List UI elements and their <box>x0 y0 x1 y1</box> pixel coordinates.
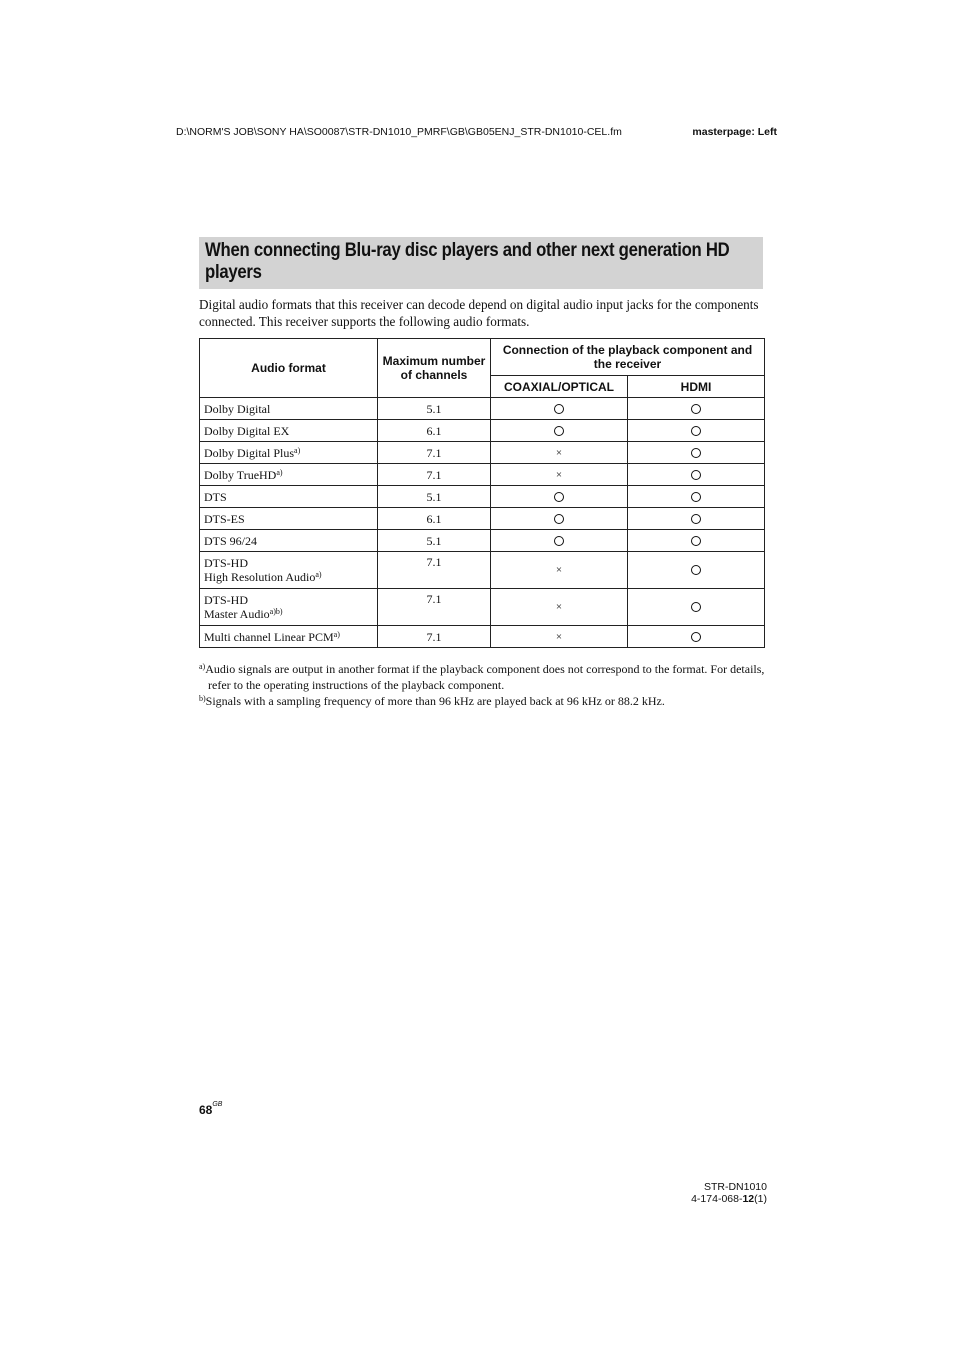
table-row <box>200 464 765 486</box>
hdmi-support-cell <box>628 486 765 508</box>
not-supported-mark: × <box>555 630 563 643</box>
supported-circle-icon <box>691 404 701 414</box>
table-row <box>200 552 765 589</box>
format-footnote-ref: a) <box>315 570 322 579</box>
footnote-text: Audio signals are output in another format if the playback component does not correspond to the format. For details, refer to the operating instructions of the playback component. <box>205 662 765 692</box>
supported-circle-icon <box>691 448 701 458</box>
not-supported-mark: × <box>555 468 563 481</box>
page-number-value: 68 <box>199 1103 213 1117</box>
header-connection: Connection of the playback component and the receiver <box>491 339 765 376</box>
supported-circle-icon <box>691 514 701 524</box>
not-supported-mark: × <box>555 564 563 576</box>
format-cell <box>200 508 378 530</box>
supported-circle-icon <box>691 632 701 642</box>
supported-circle-icon <box>554 514 564 524</box>
hdmi-support-cell <box>628 420 765 442</box>
format-cell <box>200 486 378 508</box>
intro-paragraph: Digital audio formats that this receiver can decode depend on digital audio input jacks for the components connected. This receiver supports the following audio formats. <box>199 297 759 329</box>
coaxial-support-cell <box>491 626 628 648</box>
format-footnote-ref: a) <box>294 445 301 455</box>
header-coaxial-optical: COAXIAL/OPTICAL <box>491 376 628 398</box>
hdmi-support-cell <box>628 442 765 464</box>
channels-cell: 7.1 <box>378 626 491 648</box>
table-row <box>200 530 765 552</box>
format-name: DTS 96/24 <box>204 533 258 548</box>
table-row <box>200 626 765 648</box>
format-line1: DTS-HD <box>204 593 248 607</box>
supported-circle-icon <box>691 470 701 480</box>
code-prefix: 4-174-068- <box>691 1193 743 1205</box>
coaxial-support-cell <box>491 589 628 626</box>
supported-circle-icon <box>691 492 701 502</box>
channels-cell: 5.1 <box>378 398 491 420</box>
format-cell <box>200 626 378 648</box>
table-row <box>200 486 765 508</box>
table-row <box>200 398 765 420</box>
hdmi-support-cell <box>628 589 765 626</box>
supported-circle-icon <box>554 404 564 414</box>
coaxial-support-cell <box>491 420 628 442</box>
table-row <box>200 589 765 626</box>
format-cell <box>200 398 378 420</box>
coaxial-support-cell <box>491 486 628 508</box>
footnote-b <box>199 693 765 709</box>
format-name: DTS-ES <box>204 511 245 526</box>
model-info <box>691 1181 767 1205</box>
code-bold: 12 <box>742 1193 755 1205</box>
supported-circle-icon <box>691 426 701 436</box>
supported-circle-icon <box>554 492 564 502</box>
not-supported-mark: × <box>555 601 563 613</box>
supported-circle-icon <box>691 565 701 575</box>
channels-cell: 7.1 <box>378 442 491 464</box>
format-cell <box>200 589 378 626</box>
channels-cell: 7.1 <box>378 552 491 589</box>
document-code <box>691 1193 767 1205</box>
format-cell <box>200 420 378 442</box>
channels-cell: 6.1 <box>378 508 491 530</box>
footnote-a <box>199 661 765 693</box>
hdmi-support-cell <box>628 464 765 486</box>
table-row <box>200 508 765 530</box>
hdmi-support-cell <box>628 398 765 420</box>
format-cell <box>200 442 378 464</box>
channels-cell: 7.1 <box>378 589 491 626</box>
format-name: DTS <box>204 489 227 504</box>
channels-cell: 7.1 <box>378 464 491 486</box>
coaxial-support-cell <box>491 398 628 420</box>
channels-cell: 6.1 <box>378 420 491 442</box>
header-hdmi: HDMI <box>628 376 765 398</box>
channels-cell: 5.1 <box>378 486 491 508</box>
page-number-suffix: GB <box>212 1101 223 1108</box>
channels-cell: 5.1 <box>378 530 491 552</box>
footnotes <box>199 661 765 709</box>
format-name: Multi channel Linear PCM <box>204 629 334 644</box>
footnote-text: Signals with a sampling frequency of more than 96 kHz are played back at 96 kHz or 88.2 kHz. <box>205 694 665 708</box>
audio-format-table <box>199 338 765 648</box>
format-name: Dolby Digital EX <box>204 423 290 438</box>
format-footnote-ref: a) <box>276 467 283 477</box>
supported-circle-icon <box>691 602 701 612</box>
coaxial-support-cell <box>491 464 628 486</box>
coaxial-support-cell <box>491 442 628 464</box>
format-cell <box>200 552 378 589</box>
format-name: Dolby TrueHD <box>204 467 277 482</box>
page-number <box>199 1103 222 1117</box>
format-name: Dolby Digital <box>204 401 271 416</box>
format-footnote-ref: a)b) <box>269 607 283 616</box>
code-suffix: (1) <box>754 1193 767 1205</box>
coaxial-support-cell <box>491 508 628 530</box>
hdmi-support-cell <box>628 626 765 648</box>
masterpage-label: masterpage: Left <box>692 126 777 138</box>
header-max-channels: Maximum number of channels <box>378 339 491 398</box>
table-row <box>200 420 765 442</box>
format-name: Master Audio <box>204 607 270 621</box>
format-cell <box>200 464 378 486</box>
table-row <box>200 442 765 464</box>
section-heading <box>199 237 763 289</box>
supported-circle-icon <box>554 536 564 546</box>
hdmi-support-cell <box>628 530 765 552</box>
header-audio-format: Audio format <box>200 339 378 398</box>
format-footnote-ref: a) <box>333 629 340 639</box>
footnote-marker: a) <box>199 662 206 671</box>
file-path-header: D:\NORM'S JOB\SONY HA\SO0087\STR-DN1010_PMRF\GB\GB05ENJ_STR-DN1010-CEL.fm <box>176 126 622 138</box>
hdmi-support-cell <box>628 508 765 530</box>
format-name: Dolby Digital Plus <box>204 445 295 460</box>
section-heading-text: When connecting Blu-ray disc players and other next generation HD players <box>205 240 730 283</box>
coaxial-support-cell <box>491 530 628 552</box>
table-body <box>200 398 765 648</box>
model-number: STR-DN1010 <box>703 1181 767 1193</box>
format-line1: DTS-HD <box>204 556 248 570</box>
supported-circle-icon <box>554 426 564 436</box>
format-cell <box>200 530 378 552</box>
supported-circle-icon <box>691 536 701 546</box>
footnote-marker: b) <box>199 694 206 703</box>
not-supported-mark: × <box>555 446 563 459</box>
format-name: High Resolution Audio <box>204 570 316 584</box>
hdmi-support-cell <box>628 552 765 589</box>
coaxial-support-cell <box>491 552 628 589</box>
